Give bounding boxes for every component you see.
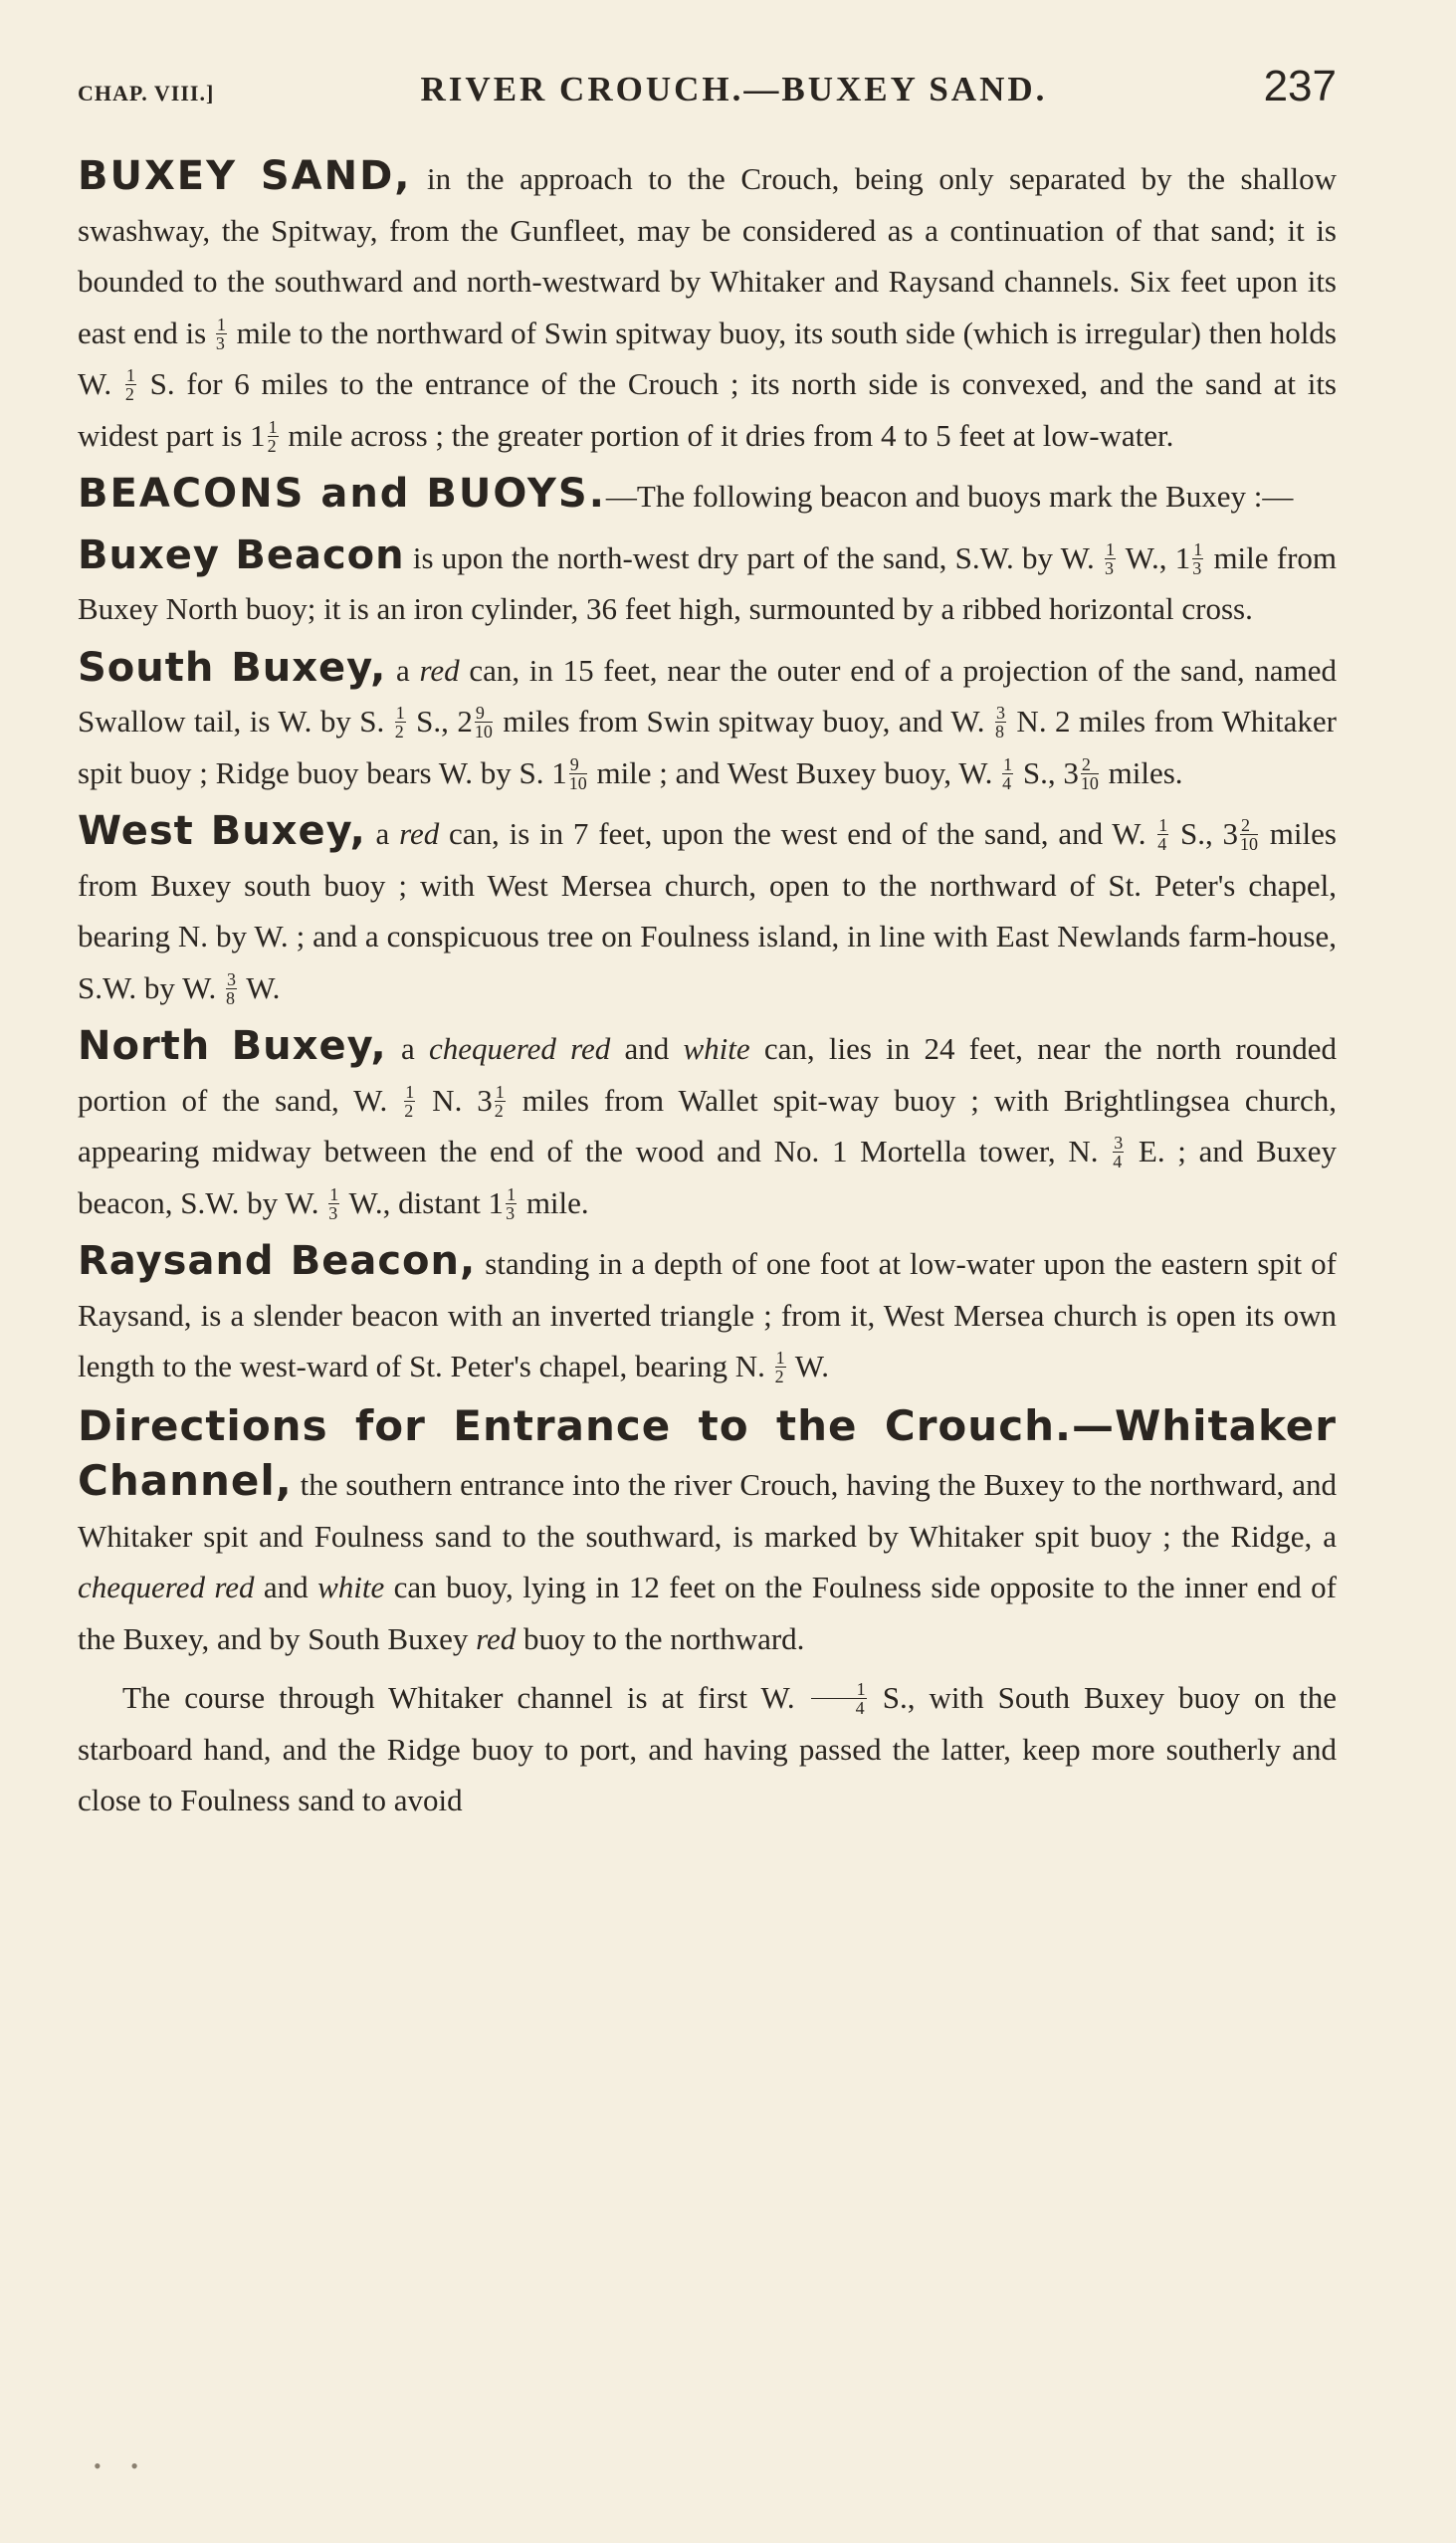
fraction: $\frac{1}{3}$ (1192, 538, 1203, 578)
page-number: 237 (1263, 62, 1337, 110)
paragraph-west-buxey: West Buxey, a red can, is in 7 feet, upon the west end of the sand, and W. $\frac{1}{4}$ S., 3 $\frac{2}{10}$ miles from Buxey south buoy ; with West Mersea church, open to the northward of St. Peter's chapel, bearing N. by W. ; and a conspicuous tree on Foulness island, in line with East Newlands farm-house, S.W. by W. $\frac{3}{8}$ W. (78, 808, 1337, 1008)
paragraph-beacons: BEACONS and BUOYS.—The following beacon and buoys mark the Buxey :— (78, 471, 1294, 517)
fraction: $\frac{1}{2}$ (267, 416, 278, 456)
fraction: $\frac{2}{10}$ (1240, 815, 1259, 854)
fraction: $\frac{3}{4}$ (1113, 1133, 1124, 1171)
fraction: $\frac{9}{10}$ (474, 703, 493, 742)
heading-raysand-beacon: Raysand Beacon, (78, 1238, 477, 1284)
page (78, 62, 1337, 1834)
fraction: $\frac{1}{3}$ (328, 1183, 339, 1223)
fraction: $\frac{1}{3}$ (1104, 538, 1115, 578)
heading-beacons-buoys: BEACONS and BUOYS. (78, 471, 606, 517)
fraction: $\frac{9}{10}$ (568, 753, 587, 793)
heading-south-buxey: South Buxey, (78, 644, 387, 691)
page-title: RIVER CROUCH.—BUXEY SAND. (420, 70, 1048, 108)
chapter-label: CHAP. VIII.] (78, 81, 215, 106)
fraction: $\frac{3}{8}$ (995, 703, 1005, 742)
fraction: $\frac{1}{2}$ (774, 1348, 785, 1386)
heading-buxey-beacon: Buxey Beacon (78, 531, 405, 578)
paragraph-buxey-beacon: Buxey Beacon is upon the north-west dry part of the sand, S.W. by W. $\frac{1}{3}$ W., 1 $\frac{1}{3}$ mile from Buxey North buoy; it is an iron cylinder, 36 feet high, surmounted by a ribbed horizontal cross. (78, 531, 1337, 626)
paragraph-course: The course through Whitaker channel is at first W. $\frac{1}{4}$ S., with South Buxey buoy on the starboard hand, and the Ridge buoy to port, and having passed the latter, keep more southerly and close to Foulness sand to avoid (78, 1679, 1337, 1817)
fraction: $\frac{1}{2}$ (494, 1081, 505, 1121)
heading-buxey-sand: BUXEY SAND, (78, 153, 412, 199)
fraction: $\frac{1}{2}$ (124, 365, 135, 404)
fraction: $\frac{1}{4}$ (811, 1680, 867, 1717)
fraction: $\frac{1}{2}$ (404, 1081, 415, 1121)
fraction: $\frac{3}{8}$ (226, 968, 237, 1008)
fraction: $\frac{1}{4}$ (1157, 815, 1168, 854)
paragraph-raysand-beacon: Raysand Beacon, standing in a depth of one foot at low-water upon the eastern spit of Raysand, is a slender beacon with an inverted triangle ; from it, West Mersea church is open its own length to the west-ward of St. Peter's chapel, bearing N. $\frac{1}{2}$ W. (78, 1238, 1337, 1386)
fraction: $\frac{1}{3}$ (215, 314, 226, 353)
heading-directions: Directions for Entrance to the Crouch.—Whitaker Channel, (78, 1400, 1337, 1505)
fraction: $\frac{1}{3}$ (506, 1183, 517, 1223)
running-head (78, 62, 1337, 123)
heading-west-buxey: West Buxey, (78, 808, 366, 854)
paragraph-south-buxey: South Buxey, a red can, in 15 feet, near the outer end of a projection of the sand, named Swallow tail, is W. by S. $\frac{1}{2}$ S., 2 $\frac{9}{10}$ miles from Swin spitway buoy, and W. $\frac{3}{8}$ N. 2 miles from Whitaker spit buoy ; Ridge buoy bears W. by S. 1 $\frac{9}{10}$ mile ; and West Buxey buoy, W. $\frac{1}{4}$ S., 3 $\frac{2}{10}$ miles. (78, 644, 1337, 793)
paragraph-buxey-sand: BUXEY SAND, in the approach to the Crouch, being only separated by the shallow swashway, the Spitway, from the Gunfleet, may be considered as a continuation of that sand; it is bounded to the southward and north-westward by Whitaker and Raysand channels. Six feet upon its east end is $\frac{1}{3}$ mile to the northward of Swin spitway buoy, its south side (which is irregular) then holds W. $\frac{1}{2}$ S. for 6 miles to the entrance of the Crouch ; its north side is convexed, and the sand at its widest part is 1 $\frac{1}{2}$ mile across ; the greater portion of it dries from 4 to 5 feet at low-water. (78, 153, 1337, 456)
fraction: $\frac{2}{10}$ (1080, 753, 1099, 793)
fraction: $\frac{1}{2}$ (394, 703, 405, 742)
fraction: $\frac{1}{4}$ (1002, 753, 1013, 793)
paragraph-north-buxey: North Buxey, a chequered red and white can, lies in 24 feet, near the north rounded portion of the sand, W. $\frac{1}{2}$ N. 3 $\frac{1}{2}$ miles from Wallet spit-way buoy ; with Brightlingsea church, appearing midway between the end of the wood and No. 1 Mortella tower, N. $\frac{3}{4}$ E. ; and Buxey beacon, S.W. by W. $\frac{1}{3}$ W., distant 1 $\frac{1}{3}$ mile. (78, 1023, 1338, 1223)
heading-north-buxey: North Buxey, (78, 1023, 387, 1069)
printer-marks: • • (94, 2453, 150, 2478)
paragraph-directions: Directions for Entrance to the Crouch.—Whitaker Channel, the southern entrance into the river Crouch, having the Buxey to the northward, and Whitaker spit and Foulness sand to the southward, is marked by Whitaker spit buoy ; the Ridge, a chequered red and white can buoy, lying in 12 feet on the Foulness side opposite to the inner end of the Buxey, and by South Buxey red buoy to the northward. (78, 1400, 1338, 1656)
